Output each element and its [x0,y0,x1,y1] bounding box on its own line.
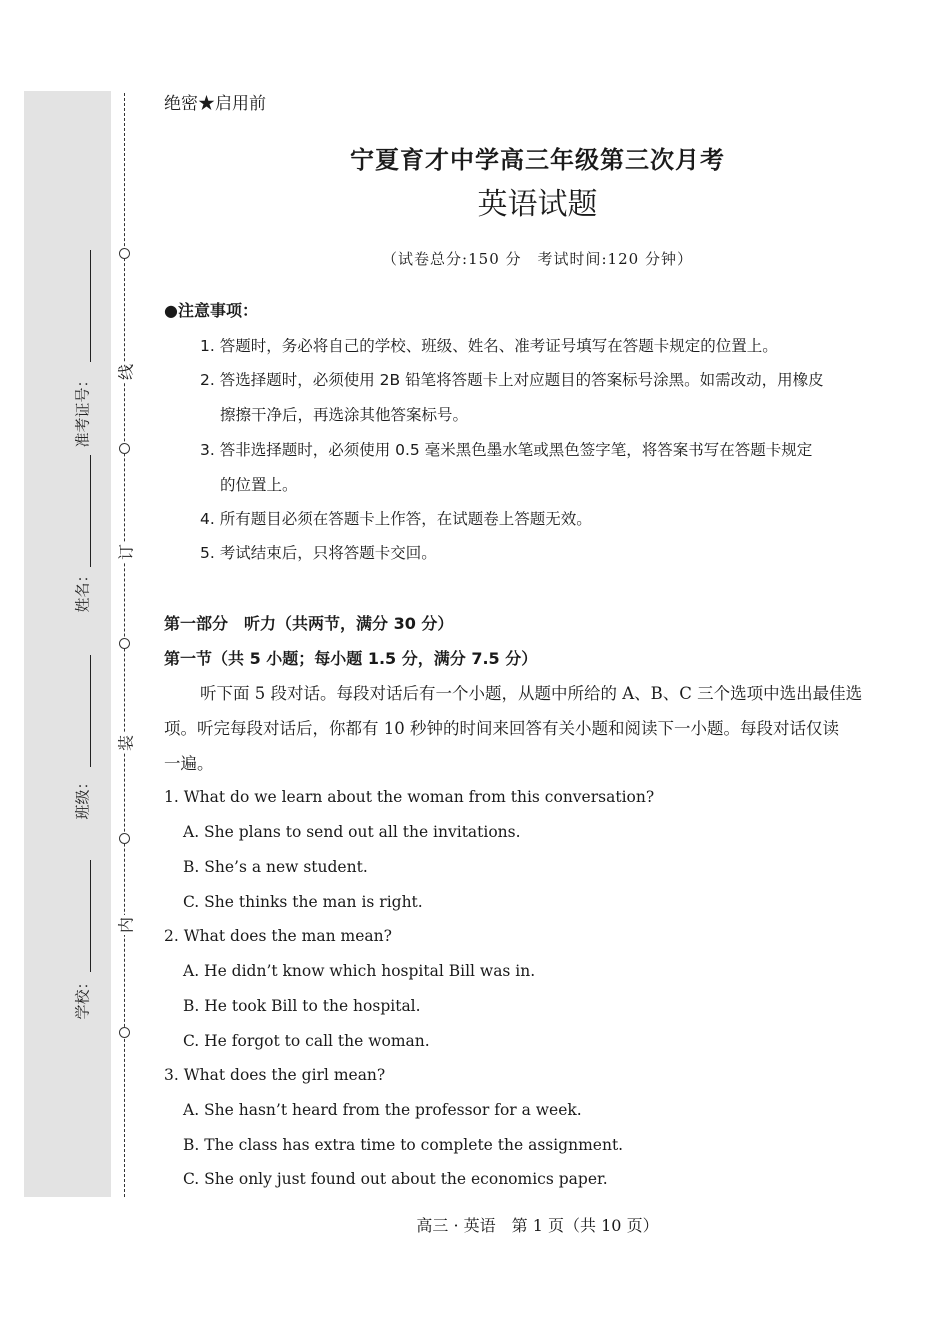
notice-line: 4. 所有题目必须在答题卡上作答，在试题卷上答题无效。 [200,510,592,528]
notice-line: 3. 答非选择题时，必须使用 0.5 毫米黑色墨水笔或黑色签字笔，将答案书写在答题卡规定 [200,441,813,459]
instruction-line: 听下面 5 段对话。每段对话后有一个小题，从题中所给的 A、B、C 三个选项中选出最佳选 [200,684,863,703]
question-stem: 1. What do we learn about the woman from this conversation? [164,788,655,806]
notice-line: 2. 答选择题时，必须使用 2B 铅笔将答题卡上对应题目的答案标号涂黑。如需改动，用橡皮 [200,371,824,389]
exam-meta: （试卷总分:150 分 考试时间:120 分钟） [382,250,693,268]
cut-circle [119,443,130,454]
confidential-mark: 绝密★启用前 [164,94,266,114]
question-stem: 3. What does the girl mean? [164,1066,386,1084]
class-blank [90,655,92,767]
subject-title: 英语试题 [477,187,598,222]
answer-option: B. He took Bill to the hospital. [183,997,421,1015]
part-heading: 第一部分 听力（共两节，满分 30 分） [164,614,454,633]
exam-title: 宁夏育才中学高三年级第三次月考 [350,146,725,174]
cut-circle [119,1027,130,1038]
class-label: 班级： [73,774,92,820]
answer-option: C. She only just found out about the economics paper. [183,1170,608,1188]
cut-circle [119,833,130,844]
answer-option: A. She hasn’t heard from the professor for a week. [183,1101,582,1119]
answer-option: A. She plans to send out all the invitations. [183,823,521,841]
answer-option: A. He didn’t know which hospital Bill was in. [183,962,536,980]
cut-char-line: 线 [114,362,137,382]
answer-option: C. He forgot to call the woman. [183,1032,430,1050]
exam-number-label: 准考证号： [73,372,92,448]
notice-line: 1. 答题时，务必将自己的学校、班级、姓名、准考证号填写在答题卡规定的位置上。 [200,337,778,355]
cut-circle [119,638,130,649]
notice-line: 擦擦干净后，再选涂其他答案标号。 [220,406,469,424]
answer-option: B. The class has extra time to complete the assignment. [183,1136,624,1154]
cut-char-bind: 订 [114,542,137,562]
section-heading: 第一节（共 5 小题；每小题 1.5 分，满分 7.5 分） [164,649,538,668]
name-label: 姓名： [73,567,92,613]
instruction-line: 一遍。 [164,754,214,773]
cut-char-mount: 装 [114,733,137,753]
name-blank [90,455,92,567]
answer-option: B. She’s a new student. [183,858,368,876]
notice-line: 的位置上。 [220,476,298,494]
school-blank [90,860,92,972]
question-stem: 2. What does the man mean? [164,927,392,945]
answer-option: C. She thinks the man is right. [183,893,423,911]
page-footer: 高三 · 英语 第 1 页（共 10 页） [416,1216,659,1235]
notice-line: 5. 考试结束后，只将答题卡交回。 [200,544,437,562]
school-label: 学校： [73,974,92,1020]
instruction-line: 项。听完每段对话后，你都有 10 秒钟的时间来回答有关小题和阅读下一小题。每段对话仅读 [164,719,839,738]
cut-char-inner: 内 [114,915,137,935]
notice-heading: ●注意事项： [164,301,258,320]
